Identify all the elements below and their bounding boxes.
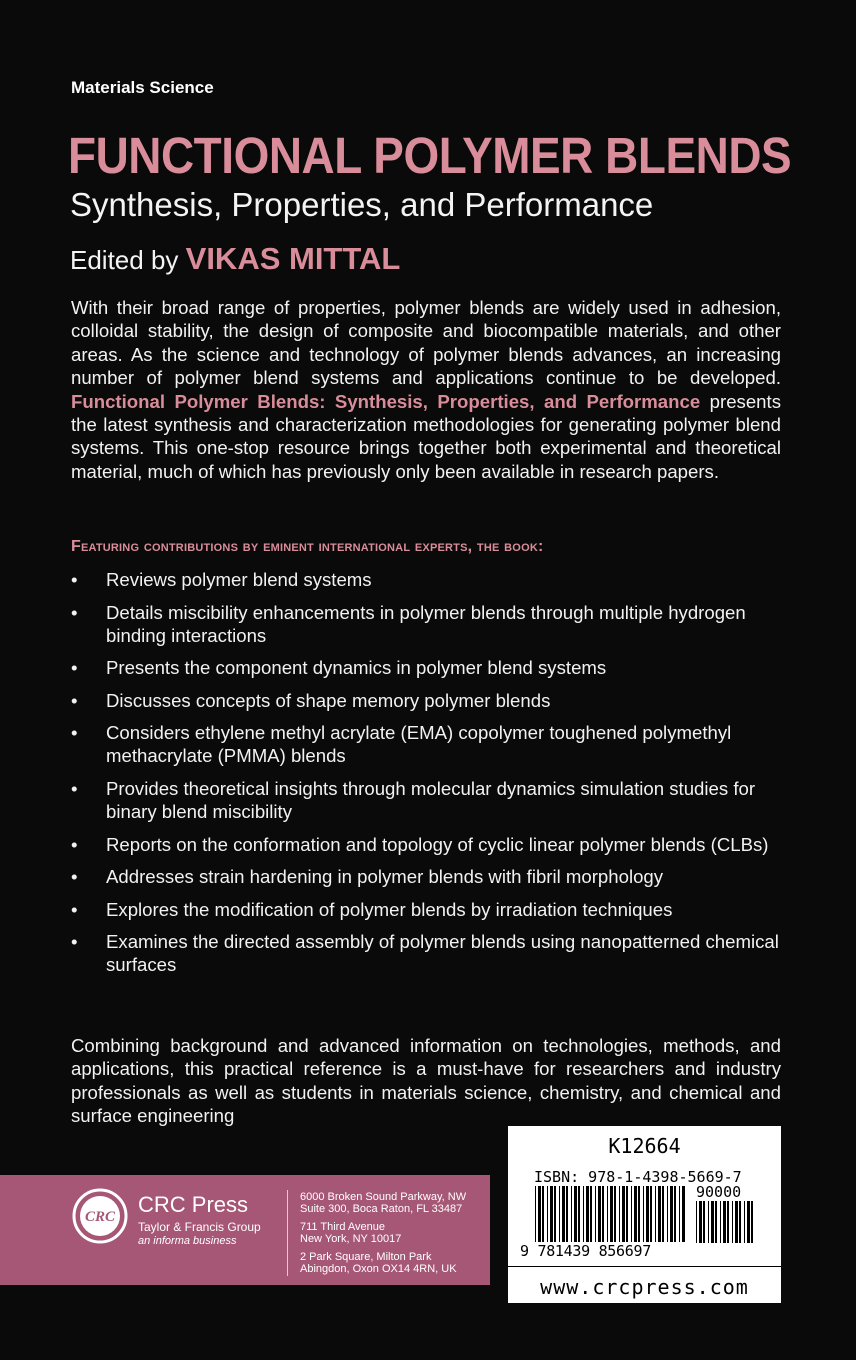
- price-barcode: [696, 1201, 756, 1243]
- publisher-addresses: [300, 1191, 466, 1275]
- list-item: • Examines the directed assembly of polymer blends using nanopatterned chemical surfaces: [71, 930, 786, 976]
- barcode-bar: [626, 1186, 628, 1242]
- barcode-bar: [542, 1186, 544, 1242]
- barcode-bar: [747, 1201, 750, 1243]
- address-divider: [287, 1190, 288, 1276]
- intro-text-1: With their broad range of properties, polymer blends are widely used in adhesion, colloidal stability, the design of composite and biocompatible materials, and other areas. As the science and technology of polymer blends advances, an increasing number of polymer blend systems and applications continue to be developed.: [71, 297, 781, 389]
- barcode-bar: [547, 1186, 548, 1242]
- publisher-tagline: an informa business: [138, 1235, 237, 1247]
- address-line: 2 Park Square, Milton Park: [300, 1251, 432, 1263]
- list-item: • Reports on the conformation and topology of cyclic linear polymer blends (CLBs): [71, 833, 786, 856]
- list-item: • Discusses concepts of shape memory polymer blends: [71, 689, 786, 712]
- book-subtitle: Synthesis, Properties, and Performance: [70, 186, 654, 223]
- barcode-bar: [658, 1186, 661, 1242]
- barcode-bar: [708, 1201, 709, 1243]
- barcode-bar: [559, 1186, 560, 1242]
- address-line: Suite 300, Boca Raton, FL 33487: [300, 1203, 463, 1215]
- list-item: • Considers ethylene methyl acrylate (EMA) copolymer toughened polymethyl methacrylate (PMMA) blends: [71, 721, 786, 767]
- barcode-bar: [732, 1201, 733, 1243]
- barcode-bar: [538, 1186, 541, 1242]
- barcode-bar: [586, 1186, 589, 1242]
- crc-press-logo-icon: [72, 1188, 128, 1244]
- ean-number: 9 781439 856697: [520, 1242, 651, 1260]
- barcode-bar: [566, 1186, 568, 1242]
- address-line: 6000 Broken Sound Parkway, NW: [300, 1191, 467, 1203]
- website-url: www.crcpress.com: [540, 1275, 749, 1299]
- barcode-bar: [574, 1186, 577, 1242]
- barcode-bar: [571, 1186, 572, 1242]
- list-item: • Details miscibility enhancements in polymer blends through multiple hydrogen binding interactions: [71, 601, 786, 647]
- barcode-bar: [703, 1201, 705, 1243]
- features-heading: Featuring contributions by eminent international experts, the book:: [71, 538, 544, 555]
- barcode-bar: [562, 1186, 565, 1242]
- closing-paragraph: Combining background and advanced information on technologies, methods, and applications, this practical reference is a must-have for researchers and industry professionals as well as students in materials science, chemistry, and chemical and surface engineering: [71, 1035, 781, 1127]
- intro-text-2: presents the latest synthesis and characterization methodologies for generating polymer blend systems. This one-stop resource brings together both experimental and theoretical material, much of which has previously only been available in research papers.: [71, 390, 781, 482]
- barcode-bar: [631, 1186, 632, 1242]
- list-item: • Addresses strain hardening in polymer blends with fibril morphology: [71, 865, 786, 888]
- isbn-barcode: [535, 1186, 685, 1242]
- barcode-bar: [670, 1186, 673, 1242]
- barcode-bar: [578, 1186, 580, 1242]
- sku-code: K12664: [608, 1134, 681, 1158]
- barcode-bar: [696, 1201, 697, 1243]
- barcode-bar: [715, 1201, 717, 1243]
- editor-line: [70, 241, 400, 277]
- list-item: • Provides theoretical insights through molecular dynamics simulation studies for binary blend miscibility: [71, 777, 786, 823]
- barcode-bar: [727, 1201, 729, 1243]
- barcode-bar: [595, 1186, 596, 1242]
- barcode-bar: [602, 1186, 604, 1242]
- address-line: New York, NY 10017: [300, 1233, 402, 1245]
- barcode-bar: [751, 1201, 753, 1243]
- barcode-bar: [622, 1186, 625, 1242]
- barcode-bar: [711, 1201, 714, 1243]
- price-code: 90000: [696, 1183, 742, 1201]
- barcode-bar: [682, 1186, 685, 1242]
- editor-prefix: Edited by: [70, 245, 186, 275]
- address-line: 711 Third Avenue: [300, 1221, 386, 1233]
- barcode-bar: [554, 1186, 556, 1242]
- crc-logo-text: CRC: [84, 1209, 116, 1225]
- barcode-bar: [674, 1186, 676, 1242]
- barcode-bar: [550, 1186, 553, 1242]
- barcode-bar: [535, 1186, 536, 1242]
- barcode-bar: [655, 1186, 656, 1242]
- barcode-bar: [650, 1186, 652, 1242]
- barcode-bar: [598, 1186, 601, 1242]
- category-label: Materials Science: [71, 78, 214, 97]
- list-item: • Presents the component dynamics in polymer blend systems: [71, 656, 786, 679]
- barcode-bar: [619, 1186, 620, 1242]
- barcode-bar: [607, 1186, 608, 1242]
- isbn-text: ISBN: 978-1-4398-5669-7: [534, 1168, 742, 1186]
- features-list: [71, 568, 786, 986]
- barcode-bar: [646, 1186, 649, 1242]
- barcode-bar: [699, 1201, 702, 1243]
- barcode-bar: [744, 1201, 745, 1243]
- book-title: FUNCTIONAL POLYMER BLENDS: [68, 127, 792, 184]
- barcode-bar: [590, 1186, 592, 1242]
- address-line: Abingdon, Oxon OX14 4RN, UK: [300, 1263, 457, 1275]
- barcode-bar: [614, 1186, 616, 1242]
- barcode-box: [508, 1126, 781, 1303]
- barcode-bar: [662, 1186, 664, 1242]
- publisher-name: CRC Press: [138, 1192, 249, 1217]
- barcode-bar: [735, 1201, 738, 1243]
- barcode-bar: [643, 1186, 644, 1242]
- barcode-bar: [610, 1186, 613, 1242]
- barcode-bar: [720, 1201, 721, 1243]
- barcode-bar: [739, 1201, 741, 1243]
- barcode-bar: [583, 1186, 584, 1242]
- publisher-group: Taylor & Francis Group: [138, 1220, 261, 1234]
- intro-paragraph: [71, 296, 781, 483]
- intro-book-title: Functional Polymer Blends: Synthesis, Properties, and Performance: [71, 390, 701, 412]
- barcode-bar: [679, 1186, 680, 1242]
- barcode-bar: [634, 1186, 637, 1242]
- editor-name: VIKAS MITTAL: [185, 241, 401, 276]
- barcode-bar: [638, 1186, 640, 1242]
- list-item: • Explores the modification of polymer blends by irradiation techniques: [71, 898, 786, 921]
- barcode-bar: [667, 1186, 668, 1242]
- list-item: • Reviews polymer blend systems: [71, 568, 786, 591]
- barcode-rule: [508, 1266, 781, 1267]
- barcode-bar: [723, 1201, 726, 1243]
